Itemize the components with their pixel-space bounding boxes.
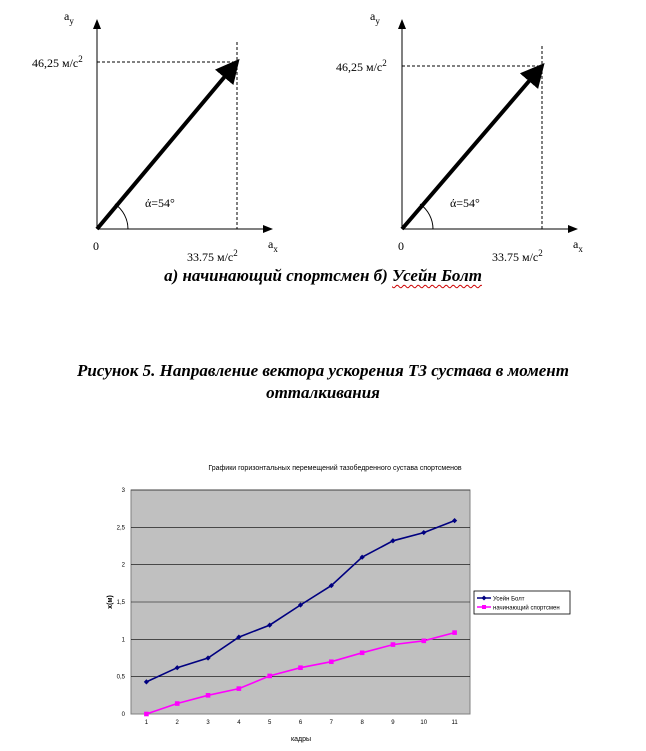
x-tick-label: 9 — [391, 720, 395, 726]
data-point — [206, 693, 211, 698]
legend-label-series2: начинающий спортсмен — [493, 605, 560, 612]
data-point — [329, 659, 334, 664]
x-tick-label: 6 — [298, 720, 303, 726]
ay-value-label: 46,25 $м/с^2$ — [32, 54, 83, 70]
y-tick-label: 0,5 — [116, 674, 125, 681]
caption-part-b: Усейн Болт — [392, 266, 482, 285]
angle-label: ά=54° — [450, 196, 480, 210]
x-tick-label: 11 — [451, 720, 458, 726]
y-tick-label: 3 — [121, 488, 125, 494]
x-tick-label: 8 — [360, 720, 364, 726]
angle-label: ά=54° — [145, 196, 175, 210]
x-axis-title: кадры — [290, 736, 312, 743]
vector-diagram-a — [0, 0, 323, 262]
data-point — [298, 665, 303, 670]
origin-label: 0 — [398, 239, 404, 253]
diagram-caption — [0, 266, 646, 286]
data-point — [237, 686, 242, 691]
x-tick-label: 10 — [420, 720, 428, 726]
figure-caption-line2: отталкивания — [266, 383, 380, 402]
data-point — [267, 674, 272, 679]
x-axis-label: $a_x$ — [268, 237, 278, 254]
y-axis-title: х(м) — [107, 595, 114, 609]
legend — [474, 591, 570, 614]
data-point — [391, 642, 396, 647]
displacement-chart — [0, 455, 646, 751]
data-point — [360, 650, 365, 655]
y-axis-label: $a_y$ — [370, 9, 380, 26]
chart-title: Графики горизонтальных перемещений тазобедренного сустава спортсменов — [208, 465, 462, 472]
x-axis-label: $a_x$ — [573, 237, 583, 254]
x-tick-label: 5 — [268, 720, 272, 726]
data-point — [421, 639, 426, 644]
data-point — [175, 701, 180, 706]
y-tick-label: 2 — [121, 562, 125, 569]
ax-value-label: 33.75 $м/с^2$ — [187, 248, 238, 262]
x-tick-labels — [145, 720, 459, 726]
x-tick-label: 4 — [237, 720, 241, 726]
ay-value-label: 46,25 $м/с^2$ — [336, 58, 387, 74]
x-tick-label: 7 — [329, 720, 333, 726]
vector-diagram-b — [323, 0, 646, 262]
y-tick-label: 1,5 — [116, 600, 125, 606]
x-tick-label: 3 — [206, 720, 210, 726]
legend-marker-series2 — [482, 605, 486, 609]
data-point — [144, 712, 149, 717]
caption-part-a: а) начинающий спортсмен б) — [164, 266, 393, 285]
y-tick-label: 1 — [121, 637, 125, 644]
ax-value-label: 33.75 $м/с^2$ — [492, 248, 543, 262]
x-tick-label: 1 — [144, 720, 149, 726]
y-tick-labels — [117, 488, 126, 718]
figure-caption — [0, 360, 646, 404]
data-point — [452, 630, 457, 635]
x-tick-label: 2 — [175, 720, 179, 726]
origin-label: 0 — [93, 239, 99, 253]
figure-caption-line1: Рисунок 5. Направление вектора ускорения ТЗ сустава в момент — [77, 361, 569, 380]
y-tick-label: 2,5 — [116, 525, 125, 532]
legend-label-series1: Усейн Болт — [493, 596, 525, 603]
y-tick-label: 0 — [121, 712, 125, 718]
y-axis-label: $a_y$ — [64, 9, 74, 26]
